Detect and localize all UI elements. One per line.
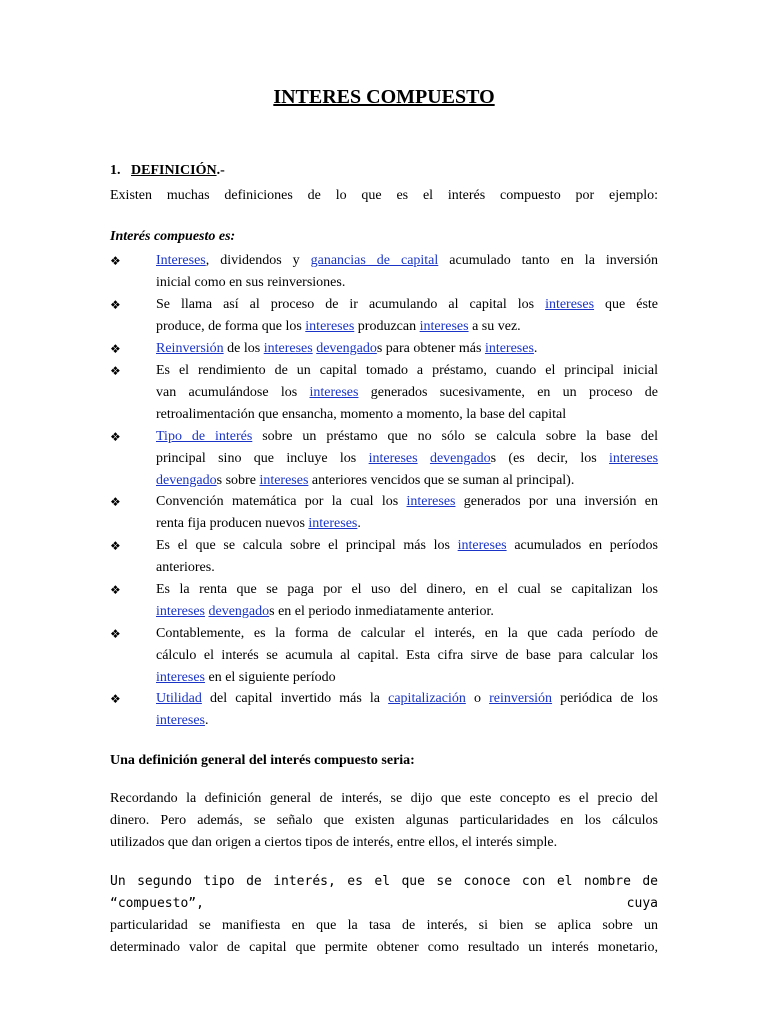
list-item: ❖ Intereses, dividendos y ganancias de capital acumulado tanto en la inversión inicial como en sus reinversiones.: [110, 250, 658, 294]
list-item: ❖ Es el rendimiento de un capital tomado a préstamo, cuando el principal inicial van acumulándose los intereses generados sucesivamente, en un proceso de retroalimentación que ensancha, momento a momento, la base del capital: [110, 360, 658, 426]
diamond-bullet-icon: ❖: [110, 692, 121, 706]
list-item: ❖ Es el que se calcula sobre el principal más los intereses acumulados en períodos anteriores.: [110, 535, 658, 579]
link-intereses[interactable]: intereses: [309, 385, 359, 400]
link-devengado[interactable]: devengado: [429, 451, 491, 466]
link-capitalizacion[interactable]: capitalización: [388, 691, 466, 706]
diamond-bullet-icon: ❖: [110, 254, 121, 268]
link-devengado[interactable]: devengado: [316, 341, 377, 356]
intro-paragraph: Existen muchas definiciones de lo que es el interés compuesto por ejemplo:: [110, 188, 658, 203]
link-intereses[interactable]: intereses: [263, 341, 313, 356]
list-item: ❖ Tipo de interés sobre un préstamo que no sólo se calcula sobre la base del principal sino que incluye los intereses devengados (es decir, los intereses devengados sobre intereses anteriores vencidos que se suman al principal).: [110, 426, 658, 492]
link-ganancias-de-capital[interactable]: ganancias de capital: [310, 253, 439, 268]
list-item: ❖ Se llama así al proceso de ir acumulando al capital los intereses que éste produce, de forma que los intereses produzcan intereses a su vez.: [110, 294, 658, 338]
section-heading: 1. DEFINICIÓN.-: [110, 163, 225, 178]
diamond-bullet-icon: ❖: [110, 627, 121, 641]
link-intereses[interactable]: intereses: [484, 341, 534, 356]
diamond-bullet-icon: ❖: [110, 539, 121, 553]
diamond-bullet-icon: ❖: [110, 364, 121, 378]
document-title: INTERES COMPUESTO: [273, 86, 495, 108]
link-utilidad[interactable]: Utilidad: [156, 691, 202, 706]
link-intereses[interactable]: intereses: [259, 473, 309, 488]
link-intereses[interactable]: intereses: [609, 451, 659, 466]
link-intereses[interactable]: intereses: [545, 297, 595, 312]
link-intereses[interactable]: Intereses: [156, 253, 206, 268]
link-reinversion[interactable]: Reinversión: [156, 341, 224, 356]
diamond-bullet-icon: ❖: [110, 430, 121, 444]
link-intereses[interactable]: intereses: [156, 604, 205, 619]
link-devengado[interactable]: devengado: [156, 473, 217, 488]
link-reinversion[interactable]: reinversión: [489, 691, 553, 706]
general-definition-heading: Una definición general del interés compuesto seria:: [110, 753, 415, 768]
link-devengado[interactable]: devengado: [208, 604, 270, 619]
list-item: ❖ Es la renta que se paga por el uso del dinero, en el cual se capitalizan los intereses devengados en el periodo inmediatamente anterior.: [110, 579, 658, 623]
paragraph-compound: Un segundo tipo de interés, es el que se conoce con el nombre de “compuesto”, cuya particularidad se manifiesta en que la tasa de interés, si bien se aplica sobre un determinado valor de capital que permite obtener como resultado un interés monetario,: [110, 874, 658, 955]
diamond-bullet-icon: ❖: [110, 298, 121, 312]
list-item: ❖ Convención matemática por la cual los intereses generados por una inversión en renta fija producen nuevos intereses.: [110, 491, 658, 535]
paragraph-definition: Recordando la definición general de interés, se dijo que este concepto es el precio del dinero. Pero además, se señalo que existen algunas particularidades en los cálculos utilizados que dan origen a ciertos tipos de interés, entre ellos, el interés simple.: [110, 791, 658, 850]
link-intereses[interactable]: intereses: [419, 319, 469, 334]
link-intereses[interactable]: intereses: [156, 713, 205, 728]
link-intereses[interactable]: intereses: [406, 494, 456, 509]
link-intereses[interactable]: intereses: [457, 538, 507, 553]
subheading: Interés compuesto es:: [110, 229, 236, 244]
list-item: ❖ Utilidad del capital invertido más la capitalización o reinversión periódica de los intereses.: [110, 688, 658, 732]
diamond-bullet-icon: ❖: [110, 495, 121, 509]
link-intereses[interactable]: intereses: [156, 670, 205, 685]
link-intereses[interactable]: intereses: [368, 451, 418, 466]
diamond-bullet-icon: ❖: [110, 342, 121, 356]
link-intereses[interactable]: intereses: [308, 516, 358, 531]
link-tipo-de-interes[interactable]: Tipo de interés: [156, 429, 253, 444]
list-item: ❖ Contablemente, es la forma de calcular el interés, en la que cada período de cálculo el interés se acumula al capital. Esta cifra sirve de base para calcular los intereses en el siguiente período: [110, 623, 658, 689]
list-item: ❖ Reinversión de los intereses devengados para obtener más intereses.: [110, 338, 658, 360]
diamond-bullet-icon: ❖: [110, 583, 121, 597]
link-intereses[interactable]: intereses: [305, 319, 355, 334]
